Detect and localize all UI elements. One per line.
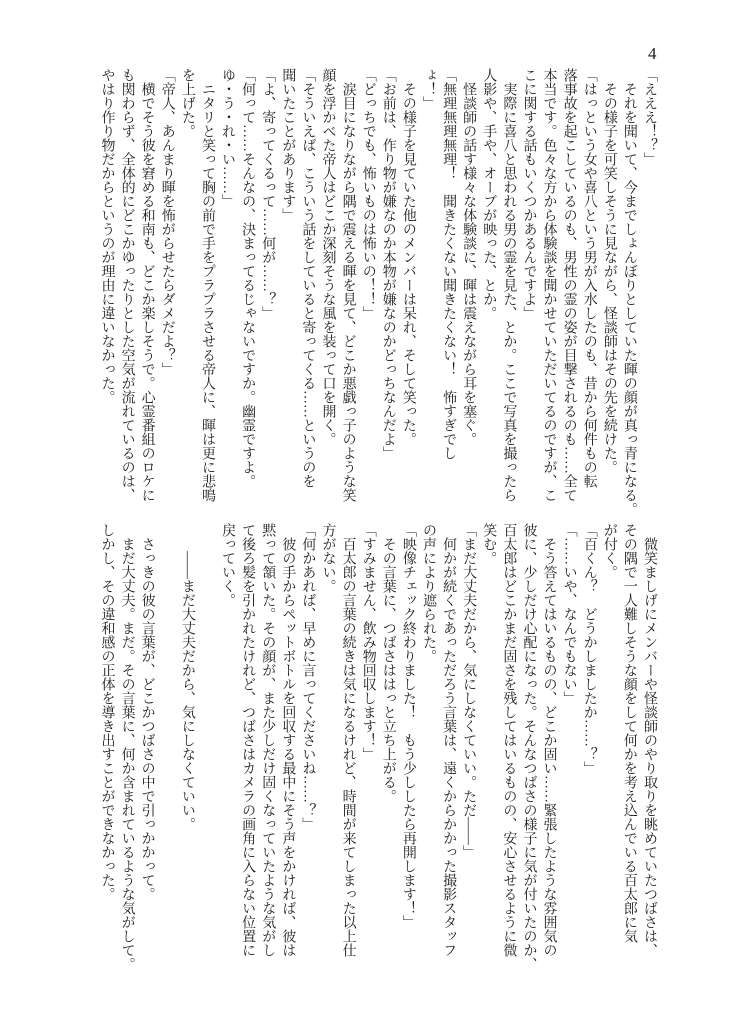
text-column: 本当です。色々な方から体験談を聞かせていただいてるのですが、こ	[541, 68, 557, 502]
text-column: 「……いや、なんでもない」	[561, 523, 577, 705]
text-column: 「えええ！？」	[642, 68, 657, 166]
text-column: 人影や、手や、オーブが映った、とか。	[481, 68, 497, 320]
text-column: 「無理無理無理！ 聞きたくない聞きたくない！ 怖すぎでし	[441, 68, 457, 460]
text-column: 「映像チェック終わりました！ もう少ししたら再開します！」	[400, 523, 416, 929]
text-column: その言葉に、つばさははっと立ち上がる。	[380, 523, 396, 803]
text-column: こに関する話もいくつかあるんですよ」	[521, 68, 537, 320]
text-column: やはり作り物だからというのが理由に違いなかった。	[99, 68, 115, 404]
text-column: ゆ・う・れ・い……」	[220, 68, 236, 208]
text-column: 戻っていく。	[220, 523, 236, 607]
text-column: て後ろ髪を引かれたけれど、つばさはカメラの画角に入らない位置に	[240, 523, 256, 957]
text-column: 「帝人、あんまり暉を怖がらせたらダメだよ？」	[159, 68, 175, 376]
text-column	[197, 523, 217, 959]
page-number: 4	[648, 44, 657, 63]
text-column: 微笑ましげにメンバーや怪談師のやり取りを眺めていたつばさは、	[642, 523, 657, 957]
text-column: ょ！」	[420, 68, 436, 110]
text-column: 彼に、少しだけ心配になった。そんなつばさの様子に気が付いたのか、	[521, 523, 537, 971]
text-column: 涙目になりながら隅で震える暉を見て、どこか悪戯っ子のような笑	[340, 68, 356, 502]
text-column: 「すみません、飲み物回収します！」	[360, 523, 376, 761]
text-column: まだ大丈夫。まだ。その言葉に、何か含まれているような気がして。	[119, 523, 135, 971]
text-column: そう答えてはいるものの、どこか固い……緊張したような雰囲気の	[541, 523, 557, 957]
text-column: 百太郎の言葉の続きは気になるけれど、時間が来てしまった以上仕	[340, 523, 356, 957]
text-column: その様子を可笑しそうに見ながら、怪談師はその先を続けた。	[601, 68, 617, 474]
text-column: 実際に喜八と思われる男の霊を見た、とか。ここで写真を撮ったら	[501, 68, 517, 502]
text-column: 顔を浮かべた帝人はどこか深刻そうな風を装って口を開く。	[320, 68, 336, 446]
text-column: 笑む。	[481, 523, 497, 565]
text-column: 「どっちでも、怖いものは怖いの！！」	[360, 68, 376, 320]
text-column: その様子を見ていた他のメンバーは呆れ、そして笑った。	[400, 68, 416, 446]
text-column: の声により遮られた。	[420, 523, 436, 663]
text-column: 「そういえば、こういう話をしていると寄ってくる……というのを	[300, 68, 316, 488]
text-column: 百太郎はどこかまだ固さを残してはいるものの、安心させるように微	[501, 523, 517, 957]
text-column: さっきの彼の言葉が、どこかつばさの中で引っかかって。	[139, 523, 155, 901]
text-column: ――まだ大丈夫だから、気にしなくていい。	[179, 523, 195, 831]
text-column: 「何って……そんなの、決まってるじゃないですか。幽霊ですよ。	[240, 68, 256, 488]
text-column: 「よ、寄ってくるって……何が……？」	[260, 68, 276, 320]
text-column: 「はっという女や喜八という男が入水したのも、昔から何件もの転	[581, 68, 597, 488]
text-column: も関わらず、全体的にどこかゆったりとした空気が流れているのは、	[119, 68, 135, 502]
text-block-top	[97, 68, 659, 516]
text-column: を上げた。	[179, 68, 195, 138]
text-column: 横でそう彼を窘める和南も、どこか楽しそうで。心霊番組のロケに	[139, 68, 155, 502]
text-column: しかし、その違和感の正体を導き出すことができなかった。	[99, 523, 115, 901]
text-column: 怪談師の話す様々な体験談に、暉は震えながら耳を塞ぐ。	[461, 68, 477, 446]
text-column: 「お前は、作り物が嫌なのか本物が嫌なのかどっちなんだよ」	[380, 68, 396, 460]
text-column: 彼の手からペットボトルを回収する最中にそう声をかければ、彼は	[280, 523, 296, 957]
text-column: 落事故を起こしているのも、男性の霊の姿が目撃されるのも……全て	[561, 68, 577, 502]
text-column: 「まだ大丈夫だから、気にしなくていい。ただ――」	[461, 523, 477, 859]
text-column: それを聞いて、今までしょんぼりとしていた暉の顔が真っ青になる。	[621, 68, 637, 516]
text-column: 「何かあれば、早めに言ってくださいね……？」	[300, 523, 316, 831]
text-column: 聞いたことがあります」	[280, 68, 296, 222]
text-column: 黙って頷いた。その顔が、また少しだけ固くなっていたような気がし	[260, 523, 276, 957]
text-column: 何かが続くであっただろう言葉は、遠くからかかった撮影スタッフ	[441, 523, 457, 957]
text-column: 方がない。	[320, 523, 336, 593]
text-column	[157, 523, 177, 959]
text-column: が付く。	[601, 523, 617, 579]
text-block-bottom	[97, 523, 659, 971]
text-column: 「百くん？ どうかしましたか……？」	[581, 523, 597, 775]
text-column: ニタリと笑って胸の前で手をプラプラさせる帝人に、暉は更に悲鳴	[199, 68, 215, 502]
text-column: その隅で一人難しそうな顔をして何かを考え込んでいる百太郎に気	[621, 523, 637, 943]
